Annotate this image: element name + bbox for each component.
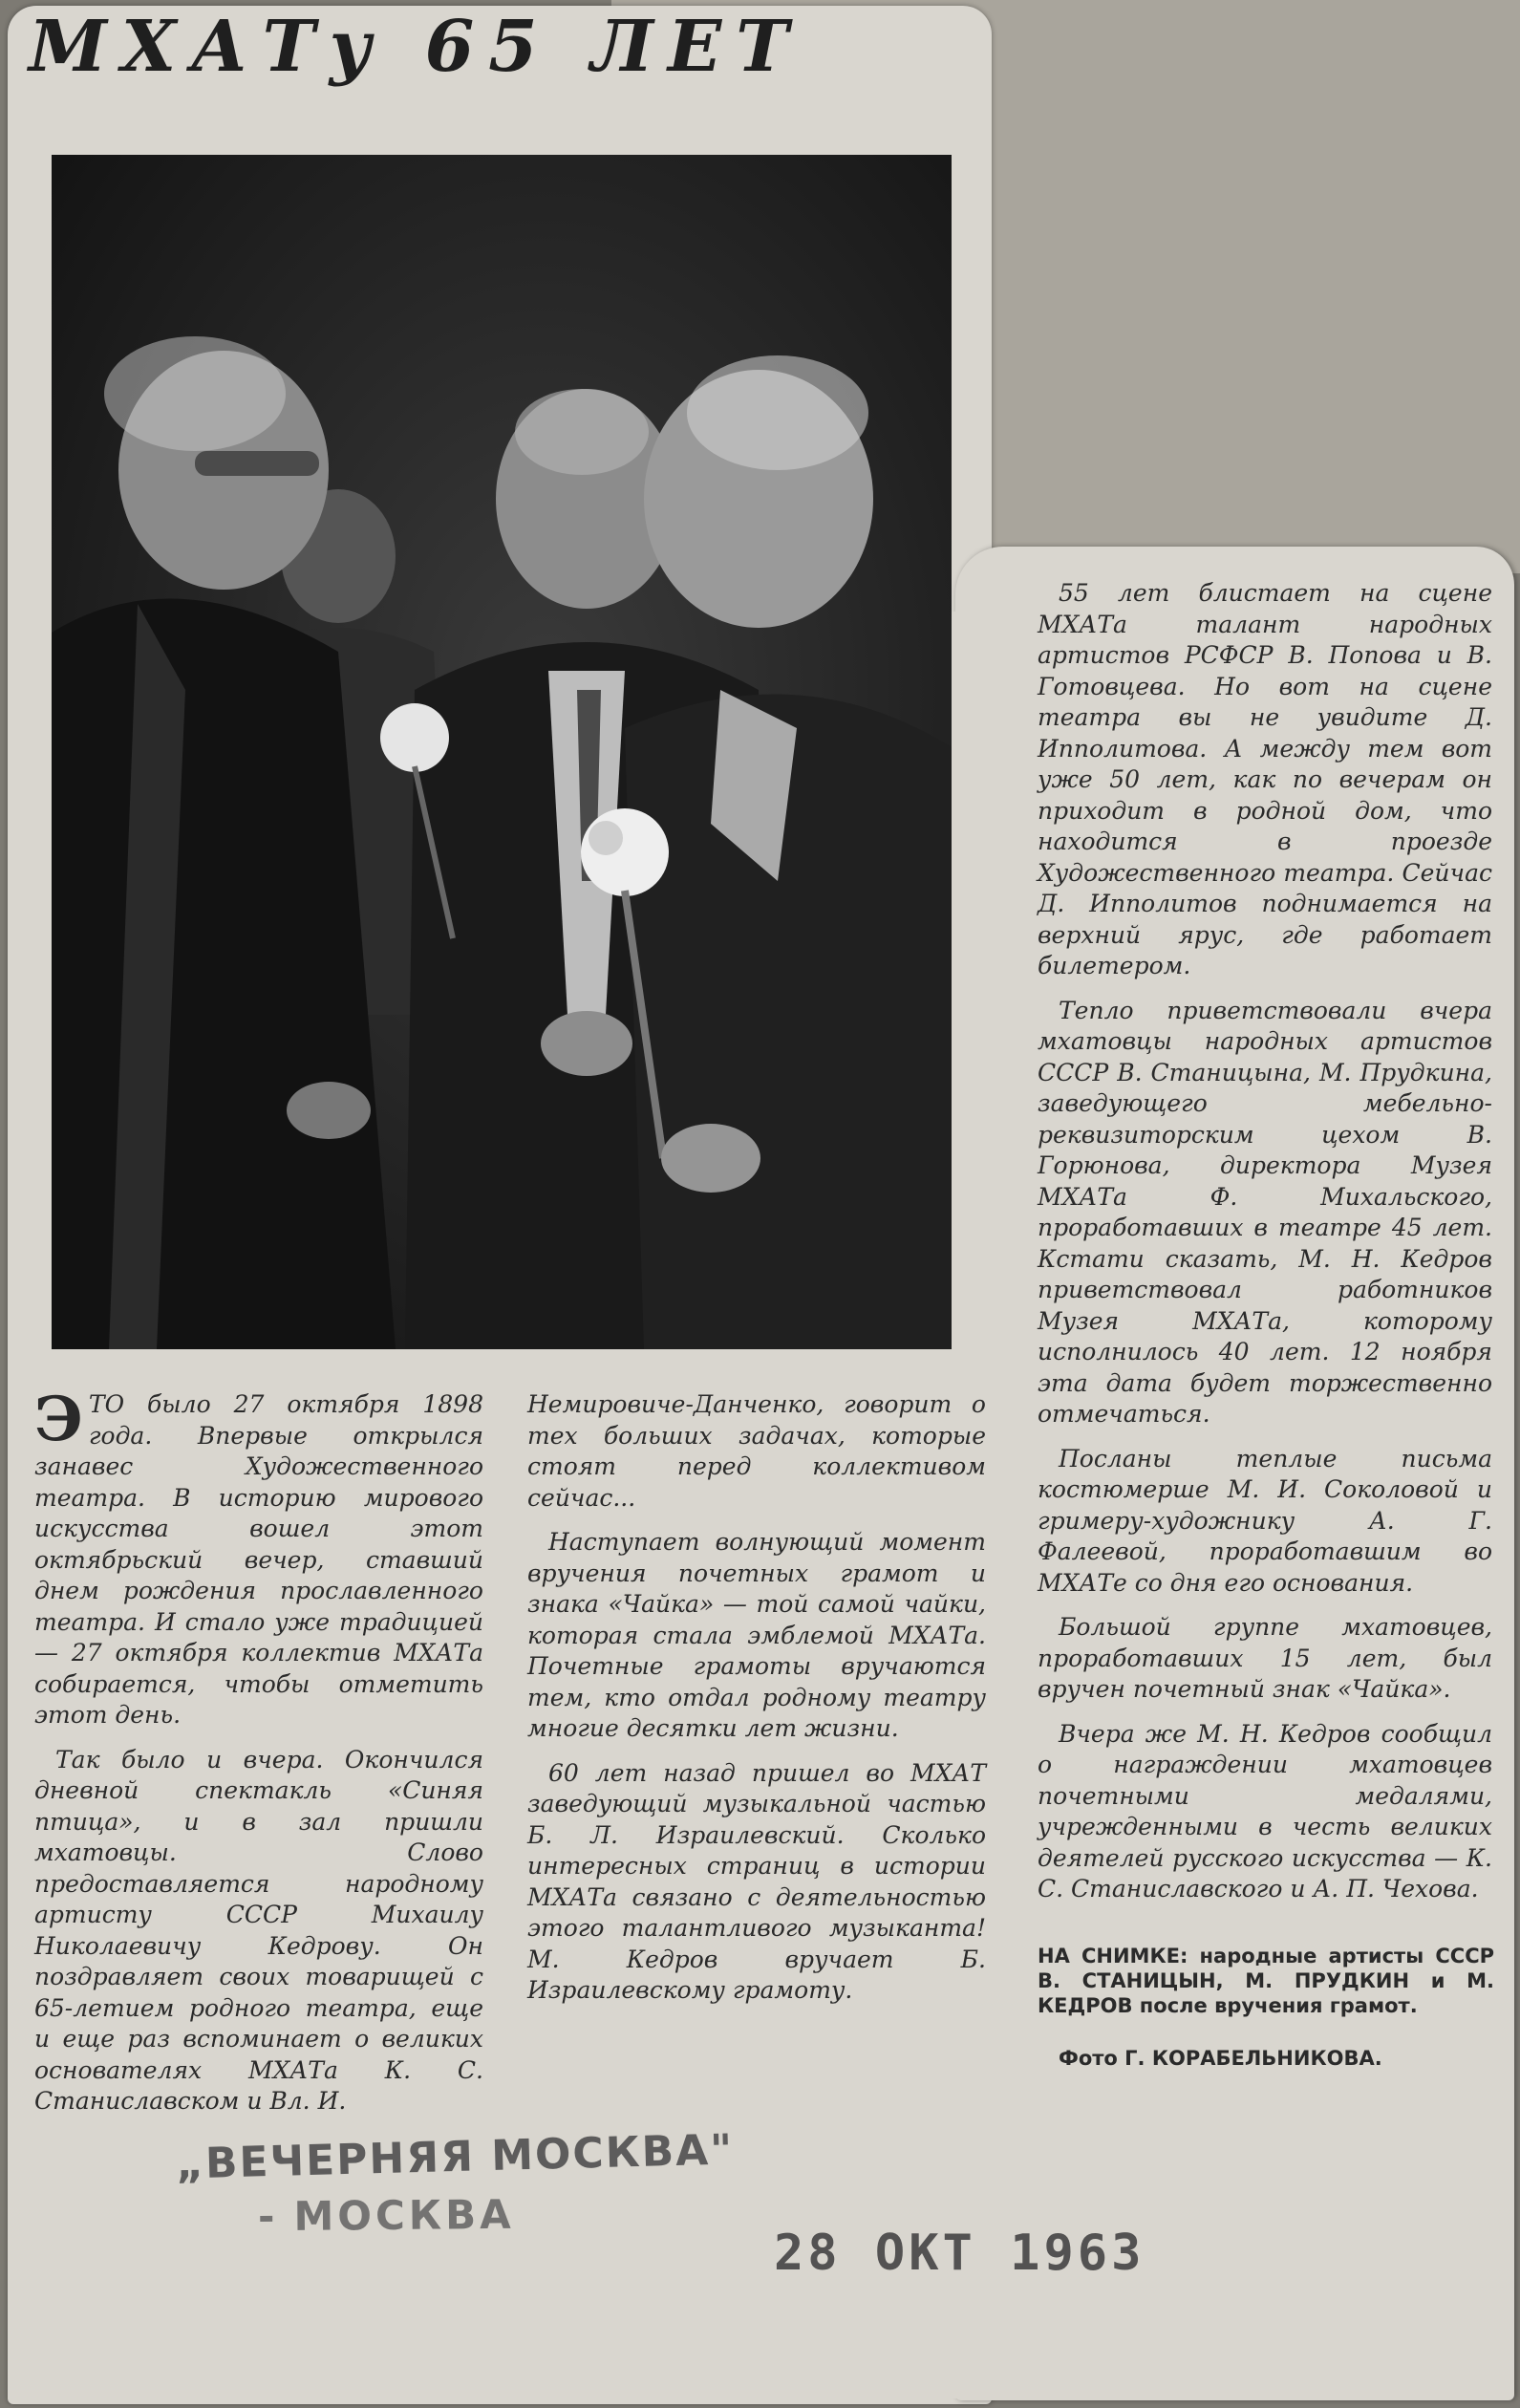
photo-credit: Фото Г. КОРАБЕЛЬНИКОВА. — [1059, 2047, 1382, 2070]
caption-text: народные артисты СССР В. СТАНИЦЫН, М. ПРУДКИН и М. КЕДРОВ после вручения грамот. — [1038, 1945, 1494, 2017]
date-stamp: 28 ОКТ 1963 — [774, 2225, 1145, 2282]
article-paragraph — [34, 1384, 483, 1731]
article-paragraph: Большой группе мхатовцев, проработавших 15 лет, был вручен почетный знак «Чайка». — [1038, 1613, 1492, 1703]
article-paragraph: Немировиче-Данченко, говорит о тех больших задачах, которые стоят перед коллективом сейчас... — [527, 1390, 986, 1512]
article-column-1 — [34, 1384, 483, 2131]
stamp-dash: - — [257, 2192, 279, 2241]
headline: МХАТу 65 ЛЕТ — [29, 6, 803, 88]
city-stamp — [258, 2191, 515, 2240]
news-photo — [52, 155, 952, 1349]
drop-cap: Э — [34, 1384, 83, 1455]
article-paragraph: 55 лет блистает на сцене МХАТа талант народных артистов РСФСР В. Попова и В. Готовцева. Но вот на сцене театра вы не увидите Д. Ипполитова. А между тем вот уже 50 лет, как по вечерам он приходит в родной дом, что находится в проезде Художественного театра. Сейчас Д. Ипполитов поднимается на верхний ярус, где работает билетером. — [1038, 579, 1492, 979]
article-paragraph: Так было и вчера. Окончился дневной спектакль «Синяя птица», и в зал пришли мхатовцы. Слово предоставляется народному артисту СССР Михаилу Николаевичу Кедрову. Он поздравляет своих товарищей с 65-летием родного театра, еще и еще раз вспоминает о великих основателях МХАТа К. С. Станиславском и Вл. И. — [34, 1745, 483, 2115]
paragraph-text: ТО было 27 октября 1898 года. Впервые открылся занавес Художественного театра. В историю мирового искусства вошел этот октябрьский вечер, ставший днем рождения прославленного театра. И стало уже традицией — 27 октября коллектив МХАТа собирается, чтобы отметить этот день. — [34, 1390, 483, 1729]
article-paragraph: 60 лет назад пришел во МХАТ заведующий музыкальной частью Б. Л. Израилевский. Сколько интересных страниц в истории МХАТа связано с деятельностью этого талантливого музыканта! М. Кедров вручает Б. Израилевскому грамоту. — [527, 1758, 986, 2004]
article-column-3 — [1038, 578, 1492, 1919]
article-paragraph: Тепло приветствовали вчера мхатовцы народных артистов СССР В. Станицына, М. Прудкина, заведующего мебельно-реквизиторским цехом В. Горюнова, директора Музея МХАТа Ф. Михальского, проработавших в театре 45 лет. Кстати сказать, М. Н. Кедров приветствовал работников Музея МХАТа, которому исполнилось 40 лет. 12 ноября эта дата будет торжественно отмечаться. — [1038, 996, 1492, 1428]
city-stamp-text: МОСКВА — [293, 2190, 515, 2240]
photo-caption — [1038, 1944, 1494, 2018]
photo-illustration — [52, 155, 952, 1349]
article-paragraph: Наступает волнующий момент вручения почетных грамот и знака «Чайка» — той самой чайки, которая стала эмблемой МХАТа. Почетные грамоты вручаются тем, кто отдал родному театру многие десятки лет жизни. — [527, 1528, 986, 1742]
article-paragraph: Вчера же М. Н. Кедров сообщил о награждении мхатовцев почетными медалями, учрежденными в честь великих деятелей русского искусства — К. С. Станиславского и А. П. Чехова. — [1038, 1719, 1492, 1903]
caption-label: НА СНИМКЕ: — [1038, 1945, 1188, 1967]
article-column-2 — [527, 1389, 986, 2020]
article-paragraph: Посланы теплые письма костюмерше М. И. Соколовой и гримеру-художнику А. Г. Фалеевой, проработавшим во МХАТе со дня его основания. — [1038, 1444, 1492, 1597]
newspaper-stamp: „ВЕЧЕРНЯЯ МОСКВА" — [175, 2125, 735, 2189]
